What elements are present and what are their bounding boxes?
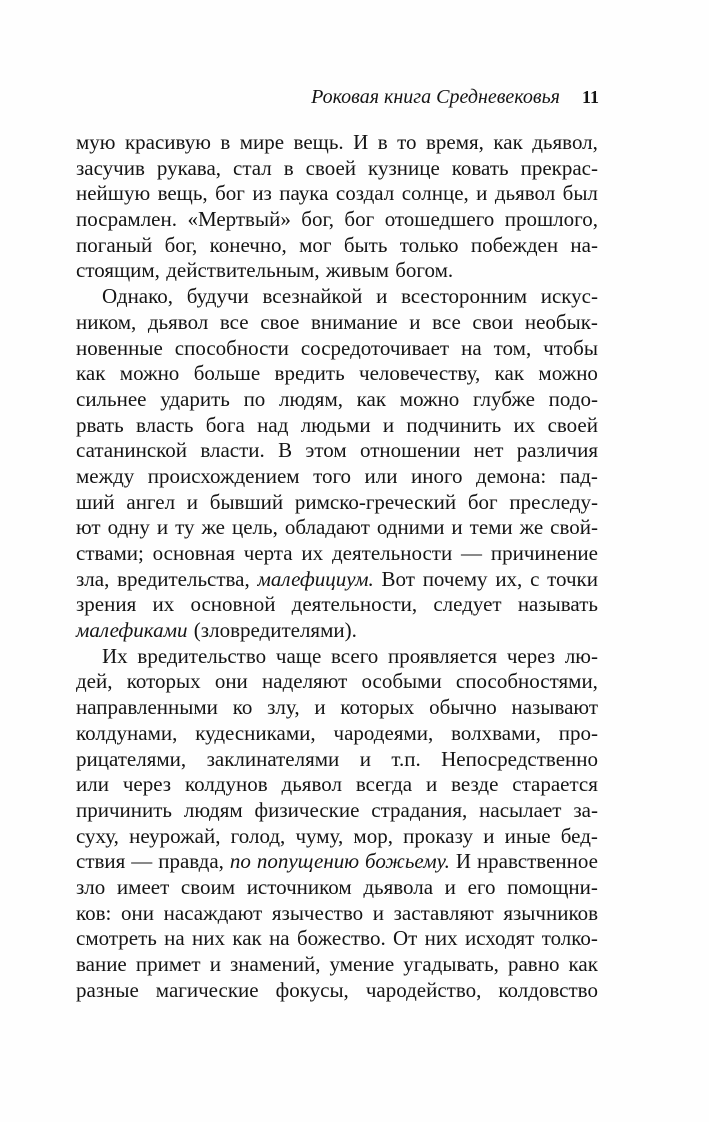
text-line (76, 644, 598, 670)
word: через (122, 772, 172, 797)
word: одними (376, 515, 445, 540)
word: везде (451, 772, 499, 797)
word: ствами; (76, 541, 144, 565)
text-line (76, 849, 598, 875)
word: побежден (470, 232, 559, 257)
word: ником, (76, 309, 137, 334)
word: ковать (451, 155, 509, 180)
word: римско-греческий (294, 489, 457, 514)
word: можно (538, 361, 598, 386)
text-line (76, 181, 598, 207)
word: через (506, 643, 556, 668)
text-line (76, 310, 598, 336)
word: в (377, 130, 388, 154)
word: цель, (231, 515, 278, 540)
word: Однако, (102, 284, 174, 309)
word: и (382, 412, 395, 437)
word: — (131, 849, 153, 874)
word: как (76, 361, 106, 386)
word: мире (239, 130, 285, 154)
word: лю- (564, 643, 598, 668)
word: можно (119, 361, 180, 386)
word: бог, (301, 207, 334, 232)
word: происхождением (147, 463, 300, 488)
word: одну (107, 515, 150, 540)
text-line (76, 156, 598, 182)
word: нет (473, 438, 504, 463)
word: всегда (355, 772, 413, 797)
word: мор, (353, 823, 393, 848)
word: засучив (76, 155, 145, 180)
text-line (76, 413, 598, 439)
word: всезнайкой (262, 284, 363, 309)
word: мог (299, 232, 332, 257)
word: мую (76, 130, 116, 154)
word: по (229, 849, 251, 874)
word: в (220, 130, 231, 154)
word: особыми (361, 669, 442, 694)
word: Вот (381, 566, 415, 591)
word: между (76, 463, 135, 488)
word: бога (205, 412, 245, 437)
word: старается (512, 772, 598, 797)
word: дьявол, (532, 130, 598, 154)
word: том, (493, 335, 532, 360)
word: как (568, 952, 598, 976)
word: власть (135, 412, 194, 437)
word: и (483, 823, 495, 848)
word: ствия (76, 849, 126, 874)
word: время, (425, 130, 484, 154)
word: и (376, 284, 388, 309)
text-line (76, 130, 598, 156)
text-line (76, 207, 598, 233)
word: причинение (490, 541, 598, 565)
word: дей, (76, 669, 113, 694)
word: основной (190, 592, 276, 617)
word: правда, (158, 849, 224, 874)
word: помощни- (507, 874, 598, 899)
word: на (269, 926, 290, 951)
text-line (76, 464, 598, 490)
word: и (451, 515, 463, 540)
word: искус- (540, 284, 598, 309)
word: чаще (275, 643, 322, 668)
word: сосредоточивает (300, 335, 450, 360)
text-line (76, 490, 598, 516)
word: как (232, 926, 262, 951)
word: зло (76, 874, 106, 899)
word: отношении (359, 438, 461, 463)
word: малефициум. (257, 566, 374, 591)
word: имеет (116, 874, 170, 899)
word: называют (511, 695, 598, 720)
word: колдунов (184, 772, 268, 797)
word: и (359, 746, 371, 771)
word: направленными (76, 695, 218, 720)
word: божьему. (365, 849, 450, 874)
word: насаждают (163, 900, 263, 925)
word: чародейство, (365, 977, 482, 1002)
word: свои (472, 309, 514, 334)
word: — (461, 541, 483, 565)
word: или (76, 772, 109, 797)
word: различия (516, 438, 598, 463)
word: на (461, 335, 482, 360)
word: малефиками (76, 618, 188, 643)
word: про- (558, 720, 598, 745)
text-line (76, 978, 598, 1004)
text-line (76, 747, 598, 773)
word: стал (233, 155, 272, 180)
word: наделяют (262, 669, 348, 694)
word: внимание (310, 309, 398, 334)
word: людьми (300, 412, 371, 437)
word: над (257, 412, 289, 437)
word: злу, (267, 695, 300, 720)
word: фокусы, (275, 977, 349, 1002)
word: причинить (76, 797, 173, 822)
word: или (364, 463, 398, 488)
word: своим (180, 874, 236, 899)
word: рицателями, (76, 746, 187, 771)
word: называть (517, 592, 598, 617)
word: чуму, (295, 823, 344, 848)
word: ют (76, 515, 101, 540)
word: быть (343, 232, 388, 257)
word: «Мертвый» (187, 207, 291, 232)
word: равно (507, 952, 560, 976)
word: с (530, 566, 540, 591)
word: магические (155, 977, 259, 1002)
word: рвать (76, 412, 124, 437)
word: источником (246, 874, 352, 899)
word: чародеями, (333, 720, 434, 745)
word: глубже (472, 386, 535, 411)
word: из (252, 181, 272, 206)
word: за- (573, 797, 598, 822)
word: паука (279, 181, 329, 206)
text-line (76, 233, 598, 259)
word: пад- (559, 463, 598, 488)
word: кудесниками, (195, 720, 316, 745)
word: ший (76, 489, 115, 514)
text-line (76, 515, 598, 541)
word: этом (305, 438, 347, 463)
word: разные (76, 977, 139, 1002)
word: свой- (550, 515, 598, 540)
word: бывший (209, 489, 284, 514)
word: И (455, 849, 471, 874)
word: же (519, 515, 544, 540)
word: От (393, 926, 418, 951)
word: был (562, 181, 598, 206)
word: можно (399, 386, 460, 411)
word: они (121, 900, 155, 925)
word: свое (260, 309, 300, 334)
word: язычество (271, 900, 364, 925)
word: в (283, 155, 294, 180)
word: красивую (124, 130, 211, 154)
word: человечеству, (359, 361, 481, 386)
word: обладают (284, 515, 370, 540)
word: бог (467, 489, 498, 514)
body-text (76, 130, 598, 1003)
word: и (186, 489, 199, 514)
word: угадывать, (403, 952, 499, 976)
word: дьявола (363, 874, 434, 899)
word: заклинателями (206, 746, 340, 771)
word: основная (152, 541, 235, 565)
word: людям, (279, 386, 343, 411)
word: все (432, 309, 461, 334)
word: конечно, (209, 232, 287, 257)
word: суху, (76, 823, 119, 848)
word: которых (126, 669, 201, 694)
word: и (425, 772, 438, 797)
word: рукава, (156, 155, 222, 180)
word: исходят (464, 926, 535, 951)
word: деятельности, (291, 592, 418, 617)
text-line (76, 901, 598, 927)
word: то (397, 130, 417, 154)
word: знамений, (230, 952, 321, 976)
word: преследу- (509, 489, 598, 514)
text-line (76, 926, 598, 952)
running-head-title: Роковая книга Средневековья (311, 86, 560, 108)
word: способности (174, 335, 289, 360)
text-line (76, 695, 598, 721)
word: и (476, 181, 488, 206)
word: новенные (76, 335, 163, 360)
word: своей (547, 412, 598, 437)
word: способностями, (455, 669, 598, 694)
word: того (313, 463, 352, 488)
word: дьявол (147, 309, 209, 334)
word: колдунами, (76, 720, 178, 745)
word: власти. (200, 438, 265, 463)
word: теми (469, 515, 513, 540)
word: их (513, 412, 536, 437)
word: зрения (76, 592, 137, 617)
text-line (76, 438, 598, 464)
word: дьявол (494, 181, 556, 206)
word: бог, (164, 232, 198, 257)
word: зла, (76, 566, 110, 591)
word: бед- (560, 823, 598, 848)
word: бог (215, 181, 245, 206)
word: колдовство (498, 977, 598, 1002)
word: которых (340, 695, 415, 720)
text-line (76, 798, 598, 824)
word: вредительство (137, 643, 267, 668)
word: их (301, 541, 324, 565)
word: смотреть (76, 926, 157, 951)
word: сатанинской (76, 438, 188, 463)
word: ангел (126, 489, 176, 514)
word: голод, (230, 823, 286, 848)
word: действительным, (166, 258, 320, 283)
word: и (444, 874, 456, 899)
word: демона: (476, 463, 547, 488)
word: них (424, 926, 458, 951)
text-line (76, 258, 598, 284)
text-line (76, 336, 598, 362)
word: живым (325, 258, 389, 283)
page-number: 11 (581, 87, 599, 107)
word: божество. (296, 926, 386, 951)
word: деятельности (331, 541, 453, 565)
word: заставляют (393, 900, 494, 925)
word: все (219, 309, 249, 334)
text-line (76, 284, 598, 310)
word: больше (193, 361, 261, 386)
word: создал (335, 181, 395, 206)
word: же (201, 515, 226, 540)
word: обычно (429, 695, 497, 720)
word: их, (495, 566, 523, 591)
word: точки (547, 566, 598, 591)
word: подчинить (406, 412, 502, 437)
word: они (214, 669, 248, 694)
word: своей (305, 155, 357, 180)
word: физические (254, 797, 360, 822)
word: Непосредственно (441, 746, 598, 771)
word: и (209, 952, 221, 976)
word: сильнее (76, 386, 147, 411)
text-line (76, 541, 598, 567)
word: неурожай, (129, 823, 221, 848)
word: на (164, 926, 185, 951)
text-line (76, 952, 598, 978)
word: как (356, 386, 387, 411)
word: и (372, 900, 384, 925)
word: отошедшего (384, 207, 495, 232)
text-line (76, 361, 598, 387)
word: дьявол (281, 772, 342, 797)
word: умение (329, 952, 395, 976)
word: вещь. (293, 130, 344, 154)
word: волхвами, (451, 720, 541, 745)
word: Их (102, 643, 128, 668)
word: посрамлен. (76, 207, 177, 232)
word: кузнице (368, 155, 440, 180)
word: почему (422, 566, 488, 591)
word: бог (344, 207, 375, 232)
word: вредить (274, 361, 345, 386)
word: как (493, 130, 523, 154)
word: подо- (548, 386, 598, 411)
word: язычников (503, 900, 598, 925)
word: и (314, 695, 326, 720)
word: И (353, 130, 369, 154)
text-line (76, 618, 598, 644)
word: по (243, 386, 266, 411)
word: и (409, 309, 421, 334)
word: на- (570, 232, 598, 257)
word: только (399, 232, 459, 257)
word: проявляется (388, 643, 498, 668)
word: как (494, 361, 525, 386)
word: и (156, 515, 169, 540)
word: их (152, 592, 175, 617)
word: насылает (479, 797, 562, 822)
word: солнце, (401, 181, 469, 206)
word: ко (232, 695, 253, 720)
word: (зловредителями). (193, 618, 357, 643)
word: примет (135, 952, 201, 976)
word: его (467, 874, 496, 899)
word: иные (504, 823, 551, 848)
word: следует (433, 592, 502, 617)
word: чтобы (543, 335, 598, 360)
word: поганый (76, 232, 153, 257)
word: людям (183, 797, 243, 822)
word: стоящим, (76, 258, 160, 283)
word: вредительства, (117, 566, 250, 591)
word: толко- (541, 926, 598, 951)
word: всего (331, 643, 379, 668)
word: вещь, (157, 181, 208, 206)
text-line (76, 875, 598, 901)
word: вание (76, 952, 127, 976)
word: проказу (403, 823, 473, 848)
word: ков: (76, 900, 112, 925)
word: будучи (186, 284, 249, 309)
word: всесторонним (401, 284, 528, 309)
text-line (76, 721, 598, 747)
word: богом. (395, 258, 454, 283)
word: попущению (256, 849, 360, 874)
word: необык- (524, 309, 598, 334)
word: ту (175, 515, 195, 540)
running-head (311, 84, 599, 110)
text-line (76, 567, 598, 593)
word: прошлого, (504, 207, 598, 232)
word: ударить (160, 386, 230, 411)
text-line (76, 669, 598, 695)
word: нейшую (76, 181, 151, 206)
word: нравственное (476, 849, 598, 874)
word: черта (243, 541, 293, 565)
text-line (76, 824, 598, 850)
word: страдания, (371, 797, 468, 822)
word: В (278, 438, 293, 463)
word: иного (410, 463, 463, 488)
word: прекрас- (520, 155, 598, 180)
word: них (192, 926, 226, 951)
word: т.п. (391, 746, 421, 771)
text-line (76, 387, 598, 413)
text-line (76, 592, 598, 618)
text-line (76, 772, 598, 798)
